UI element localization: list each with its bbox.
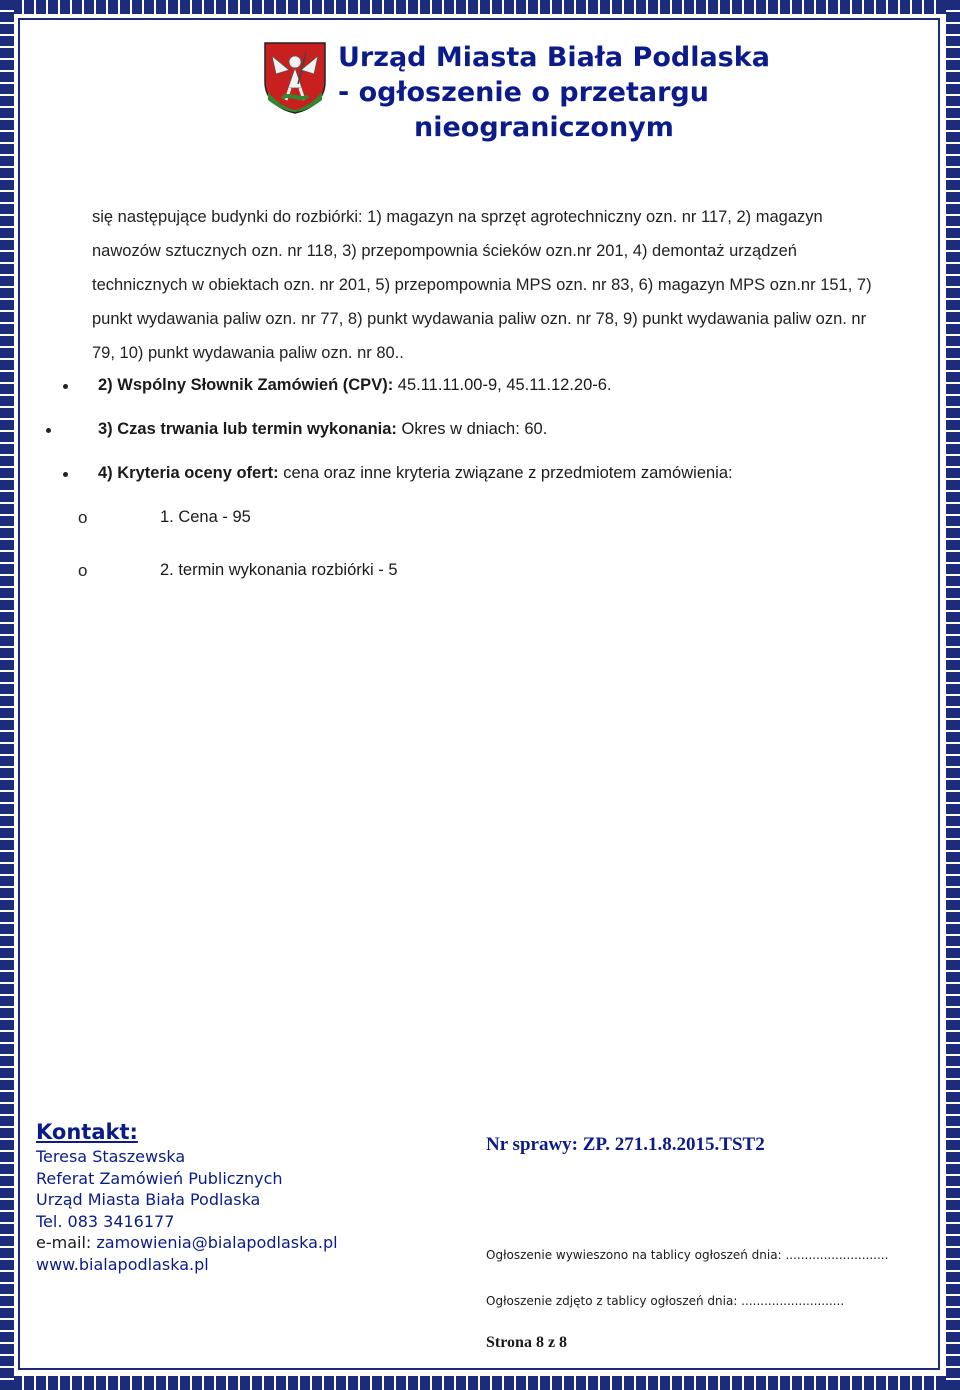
sub-bullet-marker: o xyxy=(78,561,88,580)
contact-email-row xyxy=(36,1232,338,1254)
removed-notice: Ogłoszenie zdjęto z tablicy ogłoszeń dnia: ........................... xyxy=(486,1294,845,1308)
list-item-value: Okres w dniach: 60. xyxy=(396,420,548,438)
paragraph-line: 79, 10) punkt wydawania paliw ozn. nr 80.. xyxy=(92,344,404,362)
contact-office: Urząd Miasta Biała Podlaska xyxy=(36,1190,261,1209)
bullet-marker xyxy=(63,384,68,389)
contact-email-label: e-mail: xyxy=(36,1233,92,1252)
header-title xyxy=(338,40,898,145)
paragraph-line: punkt wydawania paliw ozn. nr 77, 8) punkt wydawania paliw ozn. nr 78, 9) punkt wydawania paliw ozn. nr xyxy=(92,310,867,328)
contact-heading: Kontakt: xyxy=(36,1120,138,1144)
paragraph-line: technicznych w obiektach ozn. nr 201, 5) przepompownia MPS ozn. nr 83, 6) magazyn MPS ozn.nr 151, 7) xyxy=(92,276,872,294)
document-header xyxy=(262,36,902,146)
sub-bullet-marker: o xyxy=(78,508,88,527)
header-title-line-2: - ogłoszenie o przetargu xyxy=(338,77,709,108)
list-item-label: 3) Czas trwania lub termin wykonania: xyxy=(98,420,397,438)
document-body xyxy=(92,200,930,370)
bullet-marker xyxy=(46,428,51,433)
header-title-line-3: nieograniczonym xyxy=(414,112,674,143)
page-number: Strona 8 z 8 xyxy=(486,1334,568,1351)
posted-notice: Ogłoszenie wywieszono na tablicy ogłoszeń dnia: ........................... xyxy=(486,1248,889,1262)
contact-email-link[interactable]: zamowienia@bialapodlaska.pl xyxy=(96,1233,338,1252)
list-item xyxy=(98,464,733,483)
contact-name: Teresa Staszewska xyxy=(36,1147,186,1166)
list-item-label: 2) Wspólny Słownik Zamówień (CPV): xyxy=(98,376,394,394)
page-border-left xyxy=(0,0,14,1390)
page-border-bottom xyxy=(0,1376,960,1390)
paragraph-line: nawozów sztucznych ozn. nr 118, 3) przepompownia ścieków ozn.nr 201, 4) demontaż urządzeń xyxy=(92,242,797,260)
paragraph-line: się następujące budynki do rozbiórki: 1) magazyn na sprzęt agrotechniczny ozn. nr 117, 2) magazyn xyxy=(92,208,823,226)
sub-list-item: 1. Cena - 95 xyxy=(160,508,251,526)
contact-block xyxy=(36,1118,338,1275)
bullet-marker xyxy=(63,472,68,477)
city-coat-of-arms-icon xyxy=(262,40,328,114)
contact-department: Referat Zamówień Publicznych xyxy=(36,1168,283,1188)
case-number: Nr sprawy: ZP. 271.1.8.2015.TST2 xyxy=(486,1134,765,1155)
page-border-top xyxy=(0,0,960,14)
list-item xyxy=(98,376,612,395)
contact-phone: Tel. 083 3416177 xyxy=(36,1211,175,1231)
list-item-label: 4) Kryteria oceny ofert: xyxy=(98,464,279,482)
list-item xyxy=(98,420,547,439)
page-border-right xyxy=(946,0,960,1390)
contact-website-link[interactable]: www.bialapodlaska.pl xyxy=(36,1254,209,1274)
header-title-line-1: Urząd Miasta Biała Podlaska xyxy=(338,42,770,73)
sub-list-item: 2. termin wykonania rozbiórki - 5 xyxy=(160,561,398,579)
list-item-value: cena oraz inne kryteria związane z przedmiotem zamówienia: xyxy=(278,464,733,482)
list-item-value: 45.11.11.00-9, 45.11.12.20-6. xyxy=(393,376,612,394)
